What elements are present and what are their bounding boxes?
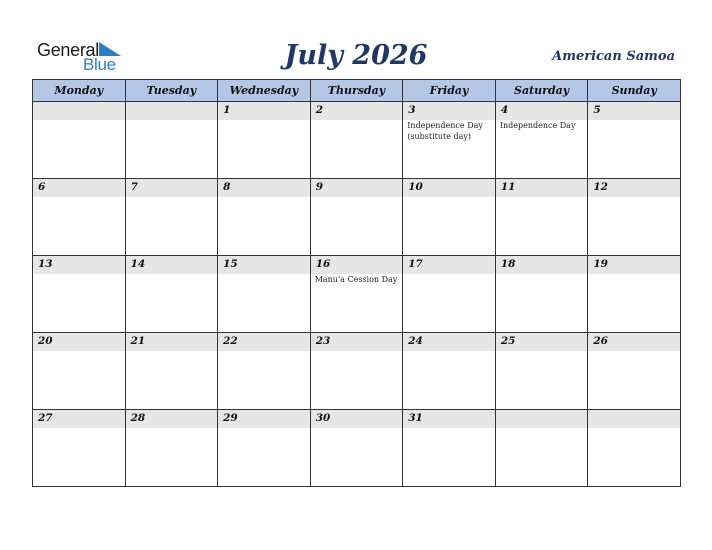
weekday-header: Tuesday: [125, 80, 218, 102]
calendar-title: July 2026: [284, 40, 428, 71]
holiday-label: [311, 120, 403, 121]
calendar-grid: [32, 79, 681, 487]
day-number: 11: [500, 181, 516, 193]
holiday-label: [126, 428, 218, 429]
day-cell: [125, 410, 218, 487]
holiday-label: [403, 428, 495, 429]
day-number: 25: [500, 335, 516, 347]
week-row: [33, 179, 681, 256]
holiday-label: [33, 120, 125, 121]
holiday-label: Independence Day: [499, 121, 576, 130]
weekday-header-row: [33, 80, 681, 102]
day-number: 18: [500, 258, 516, 270]
day-cell: [125, 256, 218, 333]
holiday-label: [126, 120, 218, 121]
holiday-label: [218, 197, 310, 198]
holiday-label: [218, 120, 310, 121]
day-number: 31: [408, 412, 423, 424]
weekday-header: Thursday: [310, 80, 403, 102]
day-number: 4: [500, 104, 509, 116]
week-row: [33, 256, 681, 333]
holiday-label: [588, 197, 680, 198]
holiday-label: [33, 428, 125, 429]
day-cell: [403, 256, 496, 333]
day-number: 30: [315, 412, 331, 424]
holiday-label: [403, 351, 495, 352]
day-cell: [125, 333, 218, 410]
day-cell: [588, 410, 681, 487]
day-cell: [218, 333, 311, 410]
holiday-label: [218, 274, 310, 275]
holiday-label: [126, 351, 218, 352]
day-number: 27: [38, 412, 53, 424]
day-cell: [125, 102, 218, 179]
week-row: [33, 333, 681, 410]
day-cell: [588, 333, 681, 410]
weekday-header: Saturday: [495, 80, 588, 102]
holiday-label: [403, 197, 495, 198]
day-cell: [218, 410, 311, 487]
day-number: 10: [408, 181, 423, 193]
day-cell: [403, 333, 496, 410]
holiday-label: [33, 351, 125, 352]
day-number: 17: [408, 258, 423, 270]
day-cell: [310, 410, 403, 487]
day-number: 7: [130, 181, 138, 193]
holiday-label: [588, 120, 680, 121]
weekday-header: Friday: [403, 80, 496, 102]
week-row: [33, 102, 681, 179]
day-cell: [218, 179, 311, 256]
holiday-label: Manu'a Cession Day: [314, 275, 398, 284]
holiday-label: [33, 197, 125, 198]
day-number: 26: [593, 335, 608, 347]
holiday-label: [496, 428, 588, 429]
holiday-label: [496, 197, 588, 198]
day-cell: [495, 256, 588, 333]
day-number: 5: [593, 104, 601, 116]
holiday-label: [311, 197, 403, 198]
day-number: 1: [223, 104, 231, 116]
day-number: 16: [315, 258, 331, 270]
week-row: [33, 410, 681, 487]
day-number: 3: [408, 104, 416, 116]
day-cell: [495, 410, 588, 487]
day-cell: [588, 256, 681, 333]
weekday-header: Monday: [33, 80, 126, 102]
day-number: 2: [315, 104, 323, 116]
day-cell: [588, 179, 681, 256]
day-cell: [33, 410, 126, 487]
day-cell: [403, 179, 496, 256]
holiday-label: [311, 428, 403, 429]
day-number: 13: [38, 258, 53, 270]
day-number: 12: [593, 181, 608, 193]
day-cell: [403, 102, 496, 179]
weekday-header: Wednesday: [218, 80, 311, 102]
logo-text-general: General: [37, 40, 99, 60]
holiday-label: [311, 351, 403, 352]
day-cell: [310, 179, 403, 256]
holiday-label: [218, 351, 310, 352]
day-number: 15: [223, 258, 238, 270]
holiday-label: [403, 274, 495, 275]
holiday-label: [588, 351, 680, 352]
day-cell: [33, 333, 126, 410]
day-cell: [495, 179, 588, 256]
day-number: 9: [315, 181, 323, 193]
day-number: 22: [223, 335, 238, 347]
day-cell: [33, 179, 126, 256]
day-cell: [33, 256, 126, 333]
day-number: 24: [408, 335, 423, 347]
day-cell: [588, 102, 681, 179]
day-cell: [125, 179, 218, 256]
day-cell: [495, 102, 588, 179]
day-cell: [218, 102, 311, 179]
day-cell: [495, 333, 588, 410]
day-number: 19: [593, 258, 608, 270]
holiday-label: Independence Day (substitute day): [407, 121, 483, 141]
day-number: 23: [315, 335, 331, 347]
day-number: 8: [223, 181, 231, 193]
day-number: 21: [130, 335, 146, 347]
day-cell: [218, 256, 311, 333]
holiday-label: [218, 428, 310, 429]
day-number: 28: [130, 412, 146, 424]
day-cell: [310, 102, 403, 179]
holiday-label: [496, 274, 588, 275]
day-number: 29: [223, 412, 238, 424]
day-cell: [310, 256, 403, 333]
holiday-label: [496, 351, 588, 352]
day-number: 6: [38, 181, 46, 193]
region-name: American Samoa: [552, 49, 675, 64]
holiday-label: [126, 274, 218, 275]
day-cell: [33, 102, 126, 179]
day-number: 14: [130, 258, 146, 270]
day-cell: [310, 333, 403, 410]
holiday-label: [126, 197, 218, 198]
logo-text-blue: Blue: [83, 55, 116, 74]
holiday-label: [588, 428, 680, 429]
day-number: 20: [38, 335, 53, 347]
holiday-label: [33, 274, 125, 275]
day-cell: [403, 410, 496, 487]
holiday-label: [588, 274, 680, 275]
weekday-header: Sunday: [588, 80, 681, 102]
